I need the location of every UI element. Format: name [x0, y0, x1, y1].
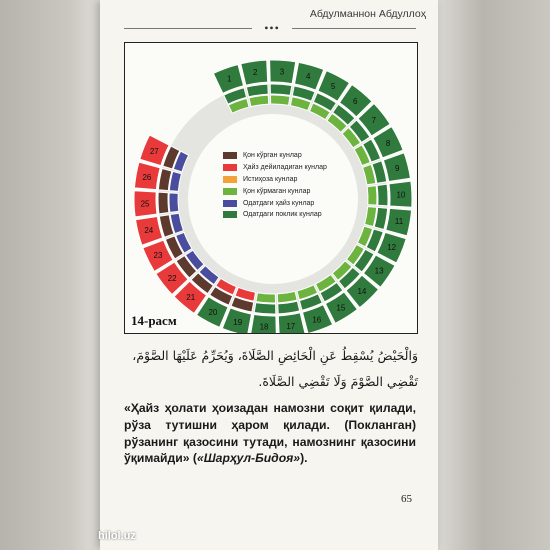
legend-label: Қон кўрмаган кунлар	[243, 187, 311, 195]
legend-item	[223, 162, 327, 174]
translation-source: «Шарҳул-Бидоя»	[196, 451, 301, 466]
legend-swatch	[223, 152, 237, 159]
day-number: 12	[387, 242, 397, 252]
day-number: 14	[357, 287, 367, 297]
day-number: 2	[252, 68, 258, 78]
day-number: 5	[330, 81, 336, 91]
legend-swatch	[223, 211, 237, 218]
day-number: 4	[306, 71, 311, 81]
day-number: 17	[286, 321, 296, 331]
day-number: 24	[144, 225, 154, 235]
day-number: 10	[396, 190, 406, 200]
legend-item	[223, 150, 327, 162]
day-number: 25	[140, 199, 150, 209]
day-inner-segment	[169, 193, 179, 213]
arabic-line-2: تَقْضِي الصَّوْمَ وَلَا تَقْضِي الصَّلَاةَ.	[258, 374, 418, 389]
figure-label: 14-расм	[131, 313, 177, 328]
day-number: 18	[259, 322, 269, 332]
day-number: 6	[353, 96, 358, 106]
running-header: Абдулманнон Абдуллоҳ	[309, 8, 426, 20]
day-middle-segment	[158, 192, 169, 214]
day-middle-segment	[270, 84, 292, 95]
legend-label: Ҳайз дейиладиган кунлар	[243, 164, 327, 172]
translation-end: ).	[300, 451, 308, 466]
day-middle-segment	[377, 184, 388, 206]
day-number: 23	[153, 251, 163, 261]
legend-label: Истиҳоза кунлар	[243, 175, 298, 183]
day-number: 22	[167, 273, 177, 283]
day-middle-segment	[254, 303, 276, 314]
day-number: 11	[394, 217, 404, 227]
day-number: 27	[149, 147, 159, 157]
day-number: 3	[279, 67, 285, 77]
translation-paragraph	[124, 400, 416, 467]
arabic-text	[118, 343, 418, 395]
translation-text: «Ҳайз ҳолати ҳоизадан намозни соқит қилади, рўза тутишни ҳаром қилади. (Покланган) рўзанинг қазосини тутади, намознинг қазосини ўқимайди» (	[124, 401, 416, 466]
arabic-line-1: وَالْحَيْضُ يُسْقِطُ عَنِ الْحَائِضِ الصَّلَاةَ، وَيُحَرِّمُ عَلَيْهَا الصَّوْمَ،	[132, 348, 418, 363]
legend-item	[223, 209, 327, 221]
legend-label: Одатдаги поклик кунлар	[243, 211, 322, 219]
watermark: hilol.uz	[98, 530, 136, 542]
day-number: 26	[142, 172, 152, 182]
day-number: 19	[233, 318, 243, 328]
right-page-edge	[438, 0, 550, 550]
day-inner-segment	[270, 95, 290, 105]
legend-label: Қон кўрган кунлар	[243, 152, 302, 160]
header-ornament: •••	[252, 22, 292, 34]
day-number: 15	[336, 303, 346, 313]
legend-label: Одатдаги ҳайз кунлар	[243, 199, 315, 207]
day-number: 16	[312, 315, 322, 325]
legend-item	[223, 197, 327, 209]
chart-legend	[223, 150, 327, 221]
day-number: 13	[374, 266, 384, 276]
legend-swatch	[223, 200, 237, 207]
left-page-edge	[0, 0, 100, 550]
legend-swatch	[223, 164, 237, 171]
day-number: 1	[226, 74, 232, 84]
figure-14	[124, 42, 418, 334]
legend-swatch	[223, 188, 237, 195]
day-number: 7	[371, 116, 377, 126]
legend-item	[223, 185, 327, 197]
day-inner-segment	[256, 293, 276, 303]
day-inner-segment	[367, 186, 377, 206]
legend-item	[223, 174, 327, 186]
day-number: 9	[394, 164, 400, 174]
legend-swatch	[223, 176, 237, 183]
day-number: 20	[208, 308, 218, 318]
day-number: 21	[186, 293, 196, 303]
page-number: 65	[401, 493, 412, 505]
day-number: 8	[385, 138, 391, 148]
